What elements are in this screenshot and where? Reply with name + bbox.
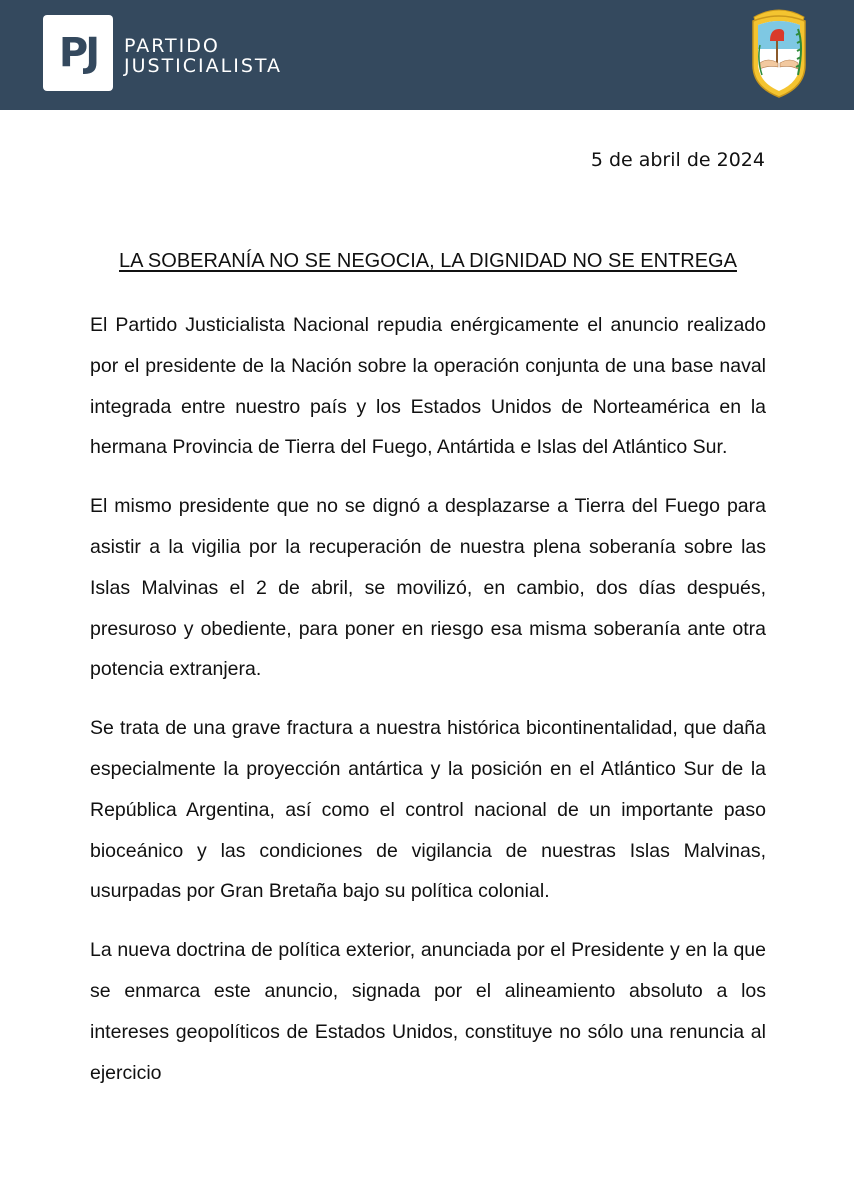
paragraph-4: La nueva doctrina de política exterior, anunciada por el Presidente y en la que se enmarca este anuncio, signada por el alineamiento absoluto a los intereses geopolíticos de Estados Unidos, constituye no sólo una renuncia al ejercicio	[90, 939, 766, 1084]
paragraph-3: Se trata de una grave fractura a nuestra histórica bicontinentalidad, que daña especialmente la proyección antártica y la posición en el Atlántico Sur de la República Argentina, así como el control nacional de un importante paso bioceánico y las condiciones de vigilancia de nuestras Islas Malvinas, usurpadas por Gran Bretaña bajo su política colonial.	[90, 717, 766, 903]
document-title: LA SOBERANÍA NO SE NEGOCIA, LA DIGNIDAD NO SE ENTREGA	[119, 250, 737, 272]
paragraph-1: El Partido Justicialista Nacional repudia enérgicamente el anuncio realizado por el presidente de la Nación sobre la operación conjunta de una base naval integrada entre nuestro país y los Estados Unidos de Norteamérica en la hermana Provincia de Tierra del Fuego, Antártida e Islas del Atlántico Sur.	[90, 314, 766, 459]
document-date: 5 de abril de 2024	[590, 149, 765, 171]
document-body	[90, 305, 766, 1111]
pj-logo-letters: PJ	[58, 30, 98, 76]
header-banner	[0, 0, 854, 110]
peronist-shield-emblem-icon	[748, 5, 810, 99]
paragraph-2: El mismo presidente que no se dignó a desplazarse a Tierra del Fuego para asistir a la vigilia por la recuperación de nuestra plena soberanía sobre las Islas Malvinas el 2 de abril, se movilizó, en cambio, dos días después, presuroso y obediente, para poner en riesgo esa misma soberanía ante otra potencia extranjera.	[90, 495, 766, 681]
party-name-line1: PARTIDO	[124, 35, 220, 57]
pj-logo	[43, 15, 113, 91]
party-name-line2: JUSTICIALISTA	[124, 55, 283, 77]
party-name	[124, 36, 282, 76]
